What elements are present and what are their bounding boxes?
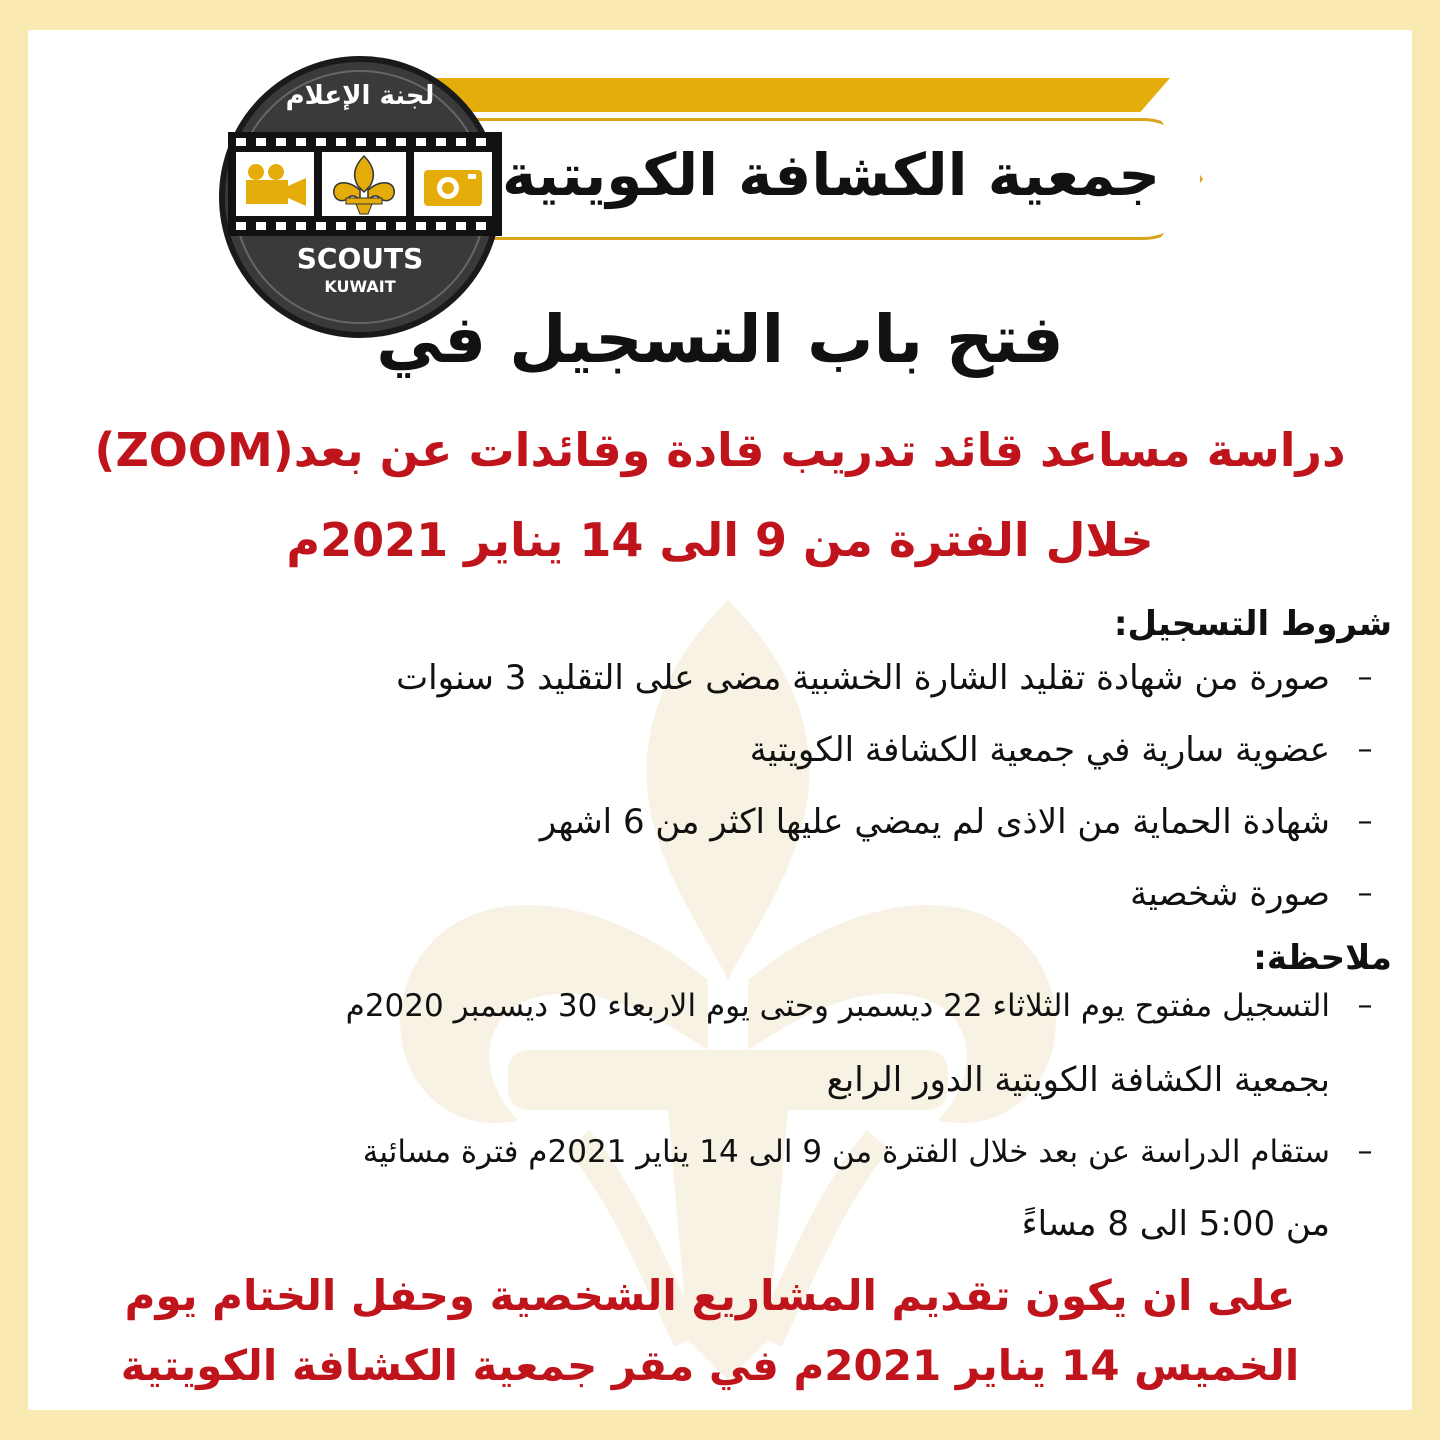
- requirement-item: [60, 648, 1400, 708]
- dash-bullet: –: [1357, 988, 1373, 1023]
- header-gold-stripe: [430, 78, 1170, 112]
- dash-bullet: –: [1357, 1134, 1373, 1169]
- dash-bullet: –: [1357, 660, 1373, 695]
- note-continuation: من 5:00 الى 8 مساءً: [1021, 1204, 1330, 1244]
- requirements-heading: شروط التسجيل:: [1113, 604, 1392, 644]
- requirement-text: شهادة الحماية من الاذى لم يمضي عليها اكثر من 6 اشهر: [539, 802, 1330, 842]
- requirement-item: [60, 864, 1400, 924]
- notes-heading: ملاحظة:: [1253, 938, 1392, 978]
- photo-camera-icon: [424, 170, 482, 206]
- logo-top-text: لجنة الإعلام: [285, 81, 435, 111]
- note-continuation: بجمعية الكشافة الكويتية الدور الرابع: [826, 1060, 1330, 1100]
- dash-bullet: –: [1357, 876, 1373, 911]
- requirement-text: عضوية سارية في جمعية الكشافة الكويتية: [749, 730, 1330, 770]
- requirement-text: صورة من شهادة تقليد الشارة الخشبية مضى على التقليد 3 سنوات: [396, 658, 1330, 698]
- closing-note-line1: على ان يكون تقديم المشاريع الشخصية وحفل الختام يوم: [124, 1271, 1296, 1320]
- logo-kuwait-text: KUWAIT: [324, 277, 396, 296]
- scouts-kuwait-media-logo: [210, 52, 510, 342]
- requirement-item: [60, 720, 1400, 780]
- dash-bullet: –: [1357, 732, 1373, 767]
- dash-bullet: –: [1357, 804, 1373, 839]
- org-name: جمعية الكشافة الكويتية: [501, 141, 1160, 209]
- requirement-text: صورة شخصية: [1130, 874, 1330, 914]
- requirement-item: [60, 792, 1400, 852]
- note-item: [60, 976, 1400, 1036]
- page-title: فتح باب التسجيل في: [376, 301, 1064, 378]
- note-text: التسجيل مفتوح يوم الثلاثاء 22 ديسمبر وحتى يوم الاربعاء 30 ديسمبر 2020م: [345, 988, 1330, 1024]
- closing-note-line2: الخميس 14 يناير 2021م في مقر جمعية الكشافة الكويتية: [120, 1341, 1300, 1390]
- course-dates: خلال الفترة من 9 الى 14 يناير 2021م: [286, 513, 1154, 567]
- logo-scouts-text: SCOUTS: [296, 242, 424, 275]
- note-item: [60, 1122, 1400, 1182]
- note-text: ستقام الدراسة عن بعد خلال الفترة من 9 الى 14 يناير 2021م فترة مسائية: [362, 1134, 1330, 1170]
- course-name: دراسة مساعد قائد تدريب قادة وقائدات عن بعد(ZOOM): [94, 423, 1346, 477]
